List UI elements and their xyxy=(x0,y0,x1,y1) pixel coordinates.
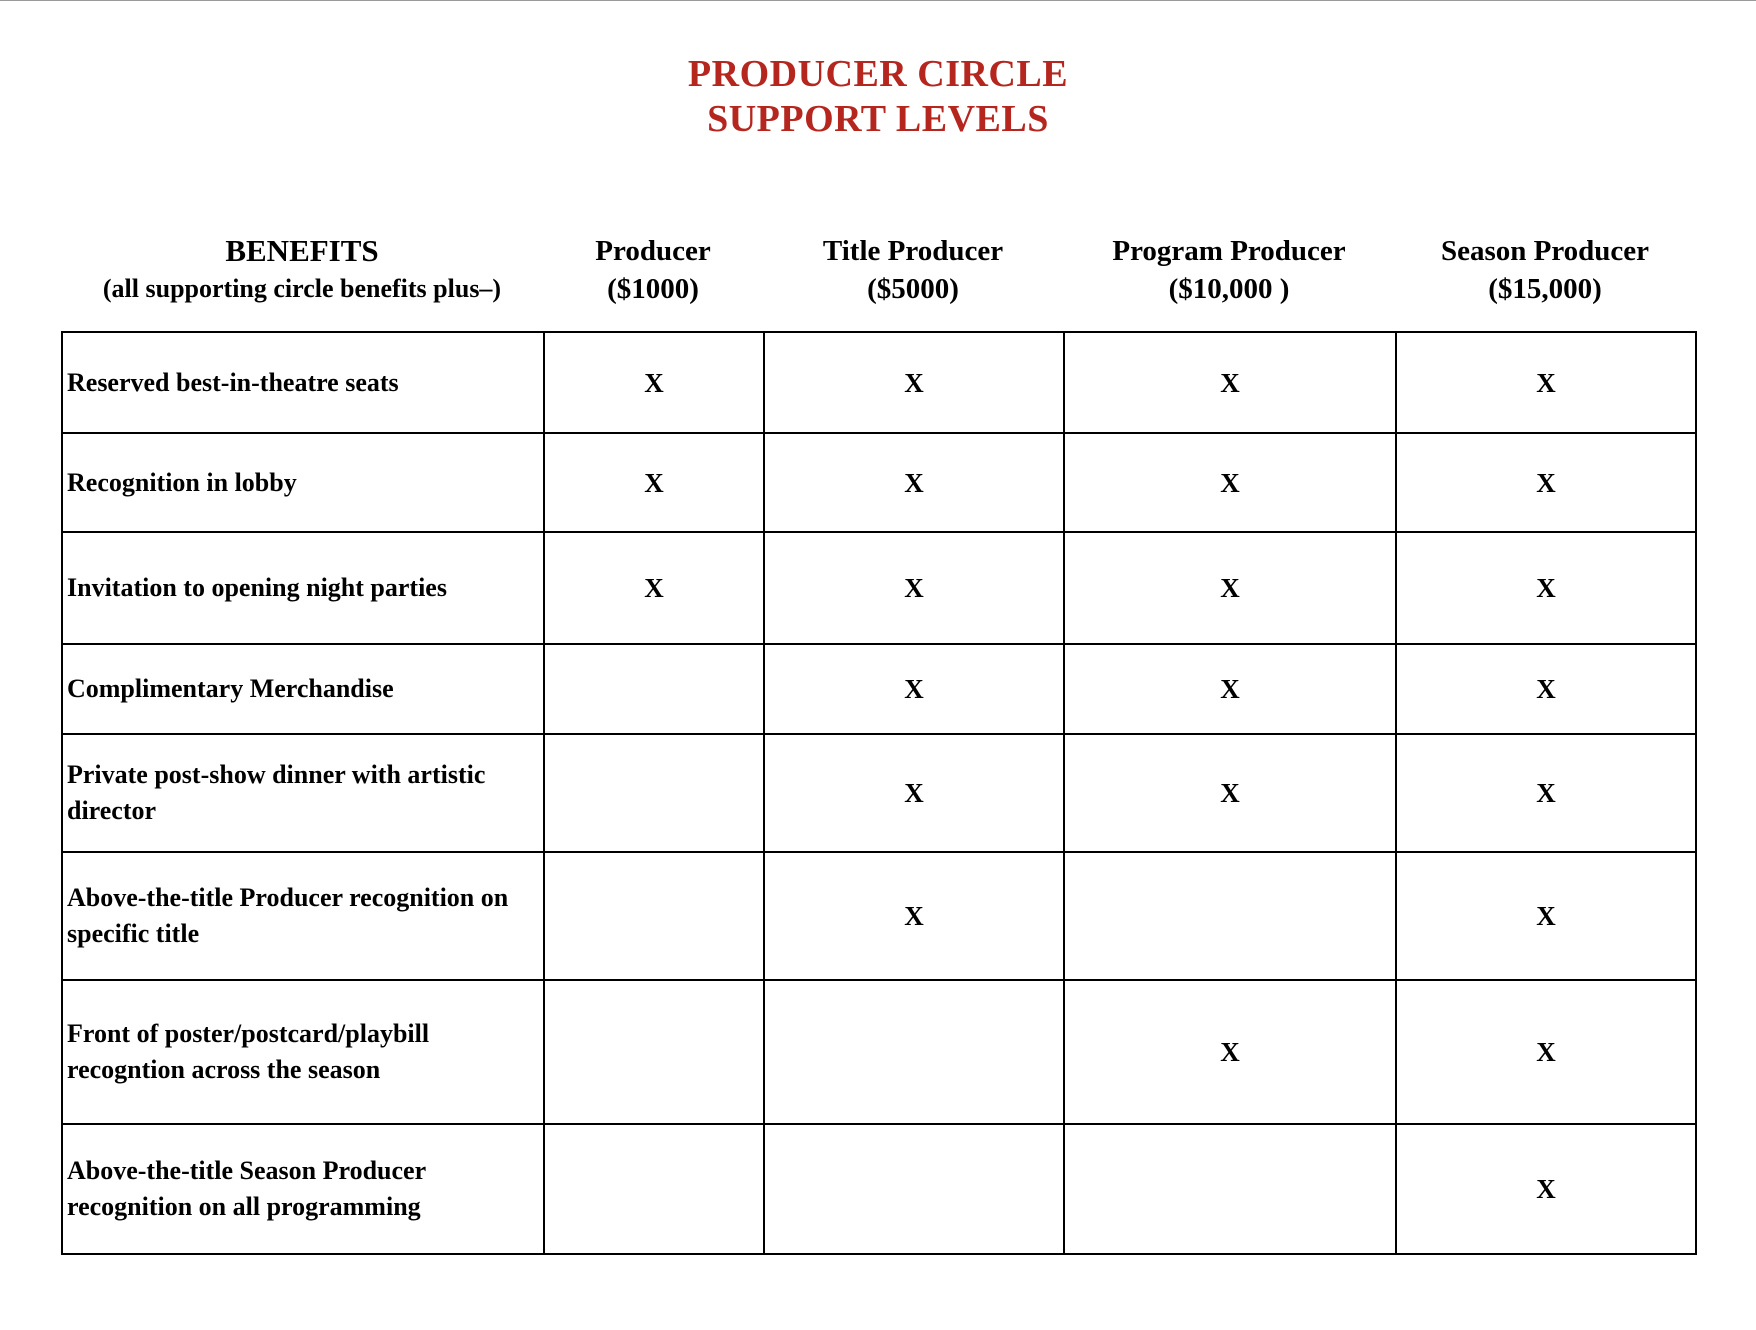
season-producer-mark-cell: X xyxy=(1396,734,1696,852)
table-row xyxy=(62,1124,1696,1254)
title-producer-mark-cell: X xyxy=(764,532,1064,644)
benefit-cell: Above-the-title Season Producer recognition on all programming xyxy=(62,1124,544,1254)
program-producer-mark-cell xyxy=(1064,852,1396,980)
header-benefits-title: BENEFITS xyxy=(225,233,379,268)
producer-mark-cell xyxy=(544,852,764,980)
column-headers xyxy=(61,232,1695,322)
header-level-season-producer xyxy=(1395,232,1695,308)
program-producer-mark-cell: X xyxy=(1064,433,1396,532)
table-row xyxy=(62,852,1696,980)
header-benefits xyxy=(61,232,543,308)
benefit-cell: Front of poster/postcard/playbill recogntion across the season xyxy=(62,980,544,1124)
title-producer-mark-cell: X xyxy=(764,644,1064,734)
benefit-cell: Complimentary Merchandise xyxy=(62,644,544,734)
producer-mark-cell: X xyxy=(544,532,764,644)
title-line-1: PRODUCER CIRCLE xyxy=(687,53,1069,95)
benefit-cell: Invitation to opening night parties xyxy=(62,532,544,644)
producer-mark-cell xyxy=(544,734,764,852)
season-producer-mark-cell: X xyxy=(1396,1124,1696,1254)
producer-mark-cell xyxy=(544,644,764,734)
header-level-amount: ($1000) xyxy=(607,273,699,305)
top-border-line xyxy=(0,0,1756,1)
header-level-name: Title Producer xyxy=(822,235,1004,267)
benefit-cell: Private post-show dinner with artistic director xyxy=(62,734,544,852)
benefit-cell: Above-the-title Producer recognition on specific title xyxy=(62,852,544,980)
header-level-producer xyxy=(543,232,763,308)
table-row xyxy=(62,644,1696,734)
header-level-name: Season Producer xyxy=(1440,235,1650,267)
table-row xyxy=(62,332,1696,433)
benefit-cell: Recognition in lobby xyxy=(62,433,544,532)
producer-mark-cell: X xyxy=(544,433,764,532)
title-producer-mark-cell: X xyxy=(764,433,1064,532)
program-producer-mark-cell: X xyxy=(1064,532,1396,644)
program-producer-mark-cell xyxy=(1064,1124,1396,1254)
header-level-amount: ($15,000) xyxy=(1488,273,1602,305)
title-line-2: SUPPORT LEVELS xyxy=(707,98,1049,140)
producer-mark-cell xyxy=(544,980,764,1124)
program-producer-mark-cell: X xyxy=(1064,332,1396,433)
header-level-name: Program Producer xyxy=(1112,235,1346,267)
header-level-title-producer xyxy=(763,232,1063,308)
table-row xyxy=(62,532,1696,644)
season-producer-mark-cell: X xyxy=(1396,852,1696,980)
program-producer-mark-cell: X xyxy=(1064,734,1396,852)
benefits-table xyxy=(61,331,1697,1255)
benefit-cell: Reserved best-in-theatre seats xyxy=(62,332,544,433)
title-producer-mark-cell: X xyxy=(764,734,1064,852)
producer-mark-cell xyxy=(544,1124,764,1254)
header-level-program-producer xyxy=(1063,232,1395,308)
header-benefits-subtitle: (all supporting circle benefits plus–) xyxy=(102,274,502,303)
title-producer-mark-cell xyxy=(764,1124,1064,1254)
title-producer-mark-cell: X xyxy=(764,332,1064,433)
producer-mark-cell: X xyxy=(544,332,764,433)
title-producer-mark-cell: X xyxy=(764,852,1064,980)
table-row xyxy=(62,980,1696,1124)
program-producer-mark-cell: X xyxy=(1064,644,1396,734)
season-producer-mark-cell: X xyxy=(1396,644,1696,734)
header-level-name: Producer xyxy=(595,235,711,267)
header-level-amount: ($10,000 ) xyxy=(1168,273,1290,305)
title-producer-mark-cell xyxy=(764,980,1064,1124)
program-producer-mark-cell: X xyxy=(1064,980,1396,1124)
season-producer-mark-cell: X xyxy=(1396,433,1696,532)
season-producer-mark-cell: X xyxy=(1396,980,1696,1124)
page-title xyxy=(0,52,1756,142)
season-producer-mark-cell: X xyxy=(1396,532,1696,644)
table-row xyxy=(62,433,1696,532)
header-level-amount: ($5000) xyxy=(867,273,959,305)
table-row xyxy=(62,734,1696,852)
season-producer-mark-cell: X xyxy=(1396,332,1696,433)
